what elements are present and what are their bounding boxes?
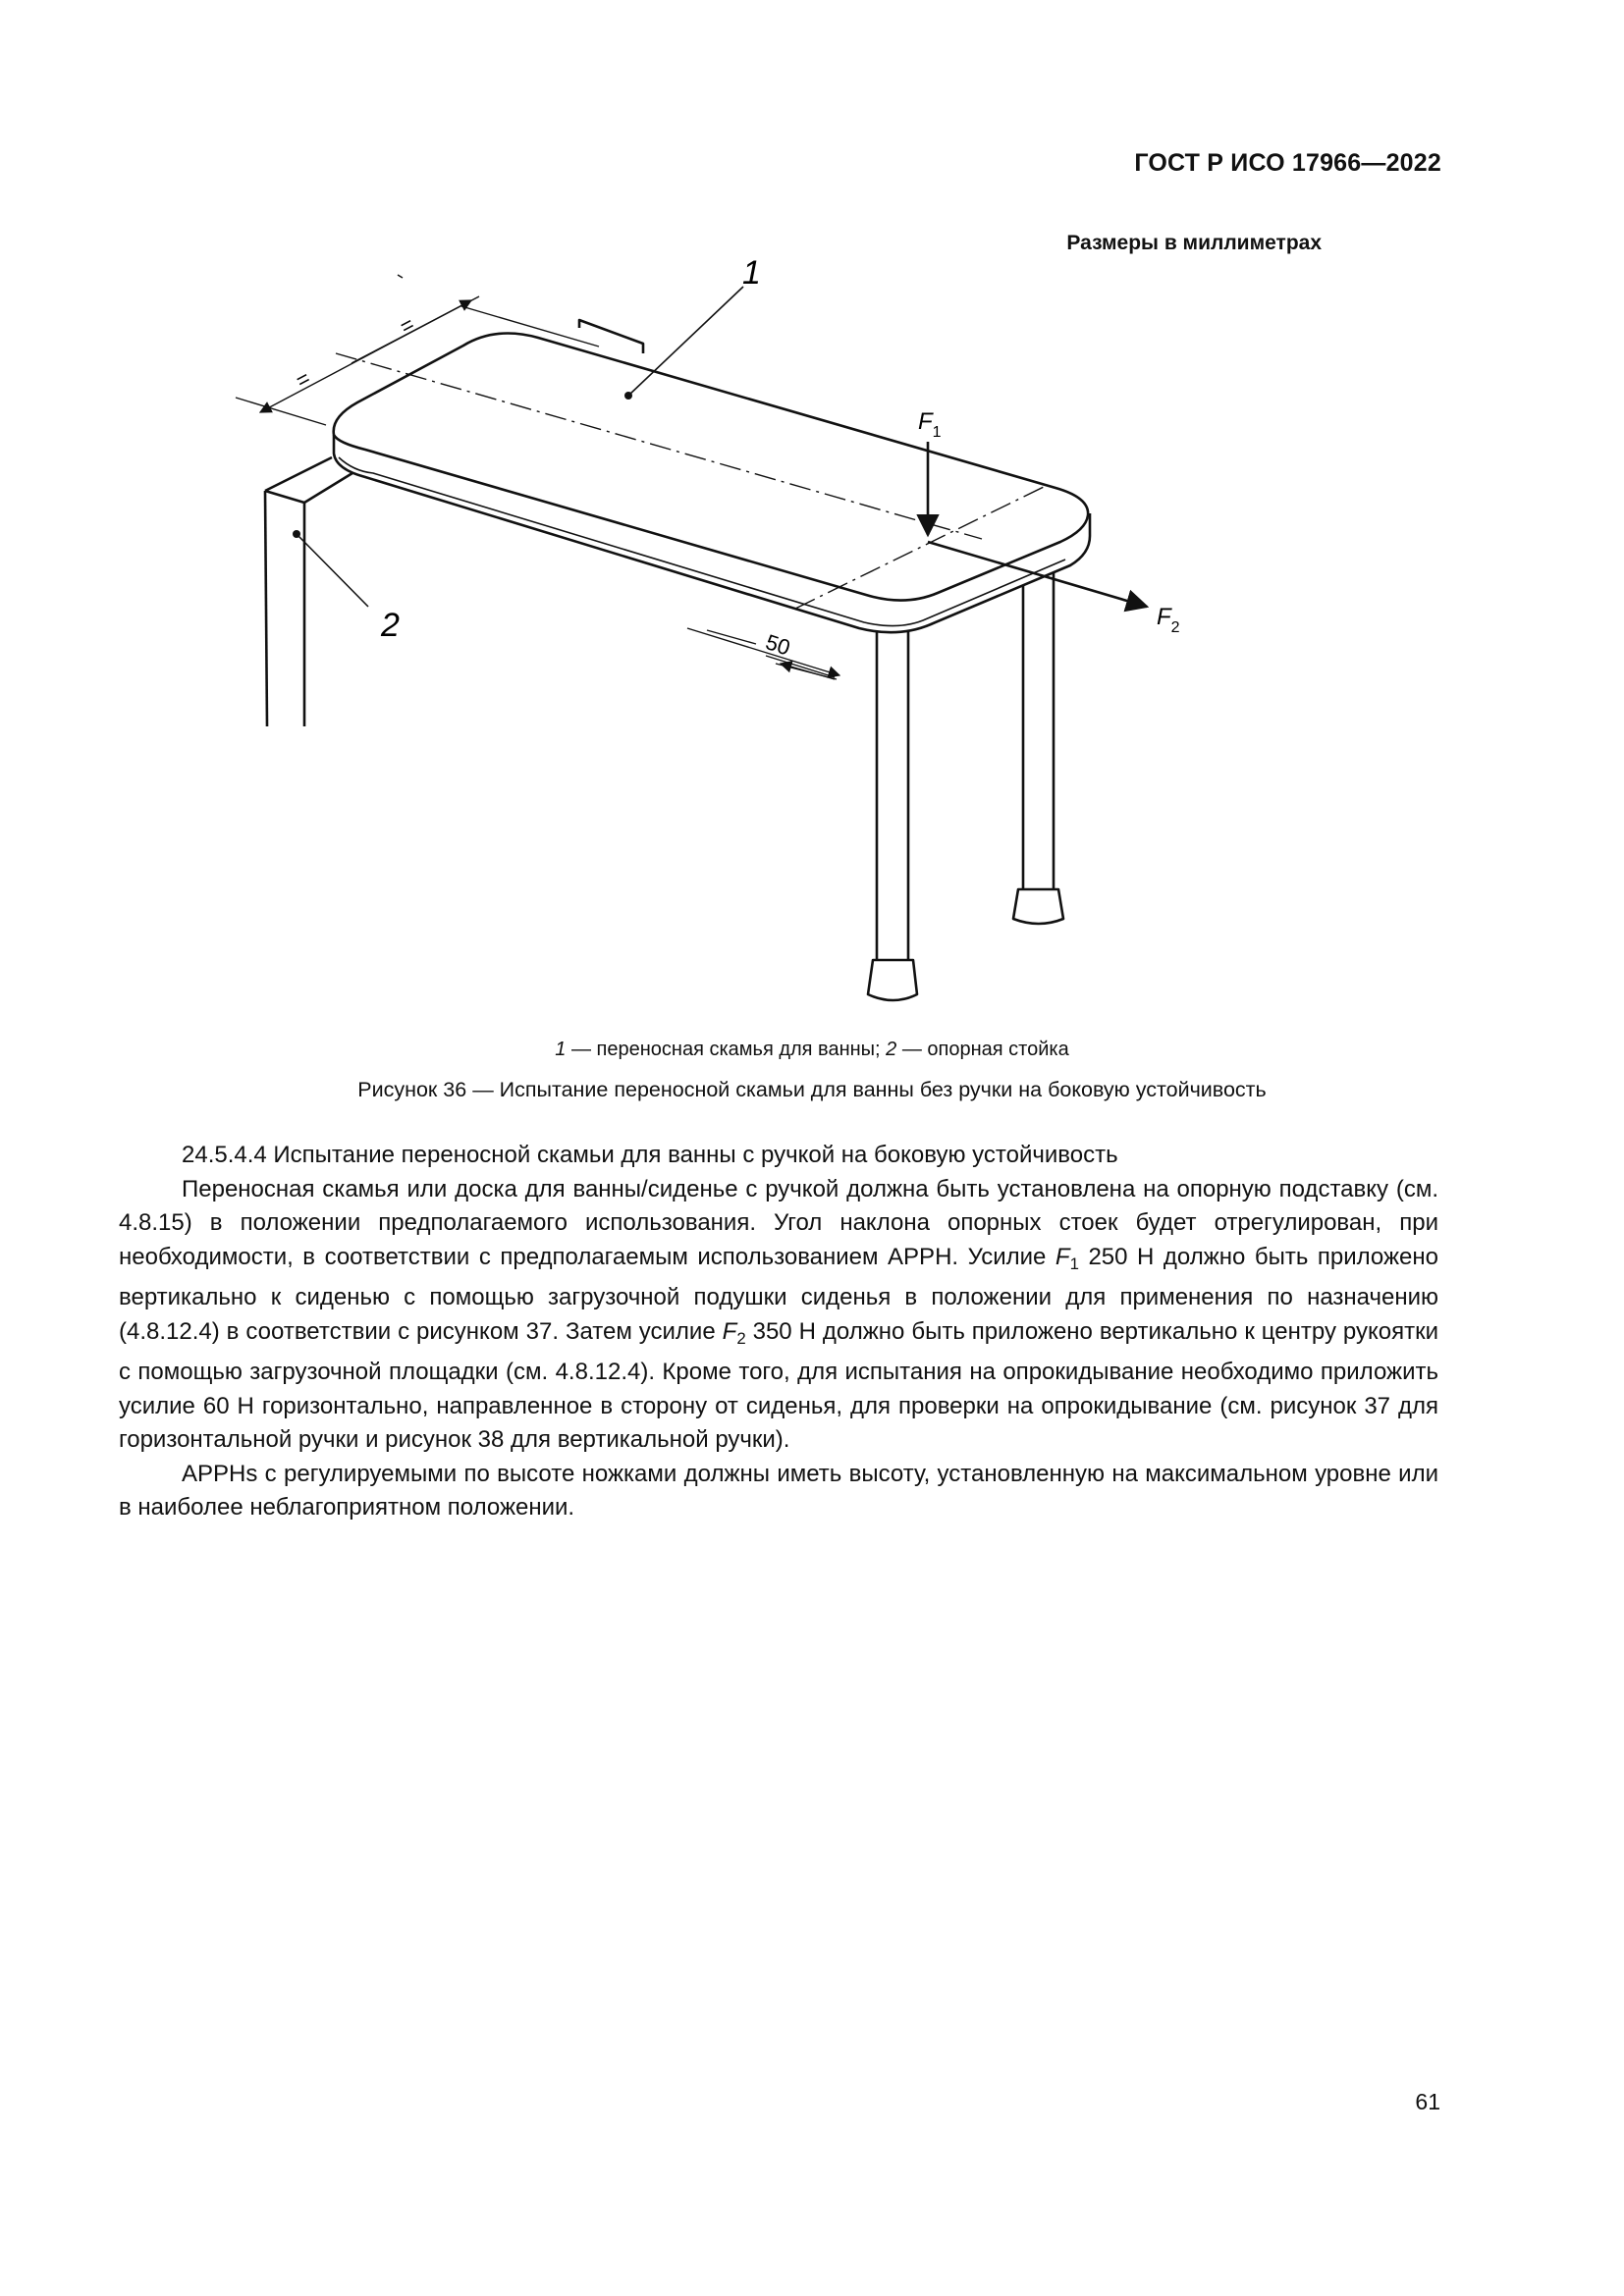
equal-mark-1: =	[291, 365, 315, 394]
dimension-50	[687, 628, 839, 679]
dimension-label: 50	[762, 629, 793, 661]
paragraph-procedure: Переносная скамья или доска для ванны/сиденье с ручкой должна быть установлена на опорную подставку (см. 4.8.15) в положении предполагаемого использования. Угол наклона опорных стоек будет отрегулирован, при необходимости, в соответствии с предполагаемым использованием APPH. Усилие $F_1$ 250 Н должно быть приложено вертикально к сиденью с помощью загрузочной подушки сиденья в положении для применения по назначению (4.8.12.4) в соответствии с рисунком 37. Затем усилие $F_2$ 350 Н должно быть приложено вертикально к центру рукоятки с помощью загрузочной площадки (см. 4.8.12.4). Кроме того, для испытания на опрокидывание необходимо приложить усилие 60 Н горизонтально, направленное в сторону от сиденья, для проверки на опрокидывание (см. рисунок 37 для горизонтальной ручки и рисунок 38 для вертикальной ручки).	[119, 1175, 1439, 1453]
paragraph-height: APPHs с регулируемыми по высоте ножками должны иметь высоту, установленную на максимальном уровне или в наиболее неблагоприятном положении.	[119, 1460, 1438, 1521]
f1-label: $F_1$	[918, 408, 942, 441]
callout-2: 2	[381, 607, 400, 644]
bench-drawing	[0, 0, 1624, 1041]
section-heading: 24.5.4.4 Испытание переносной скамьи для ванны с ручкой на боковую устойчивость	[182, 1142, 1118, 1168]
bench-seat	[334, 334, 1090, 633]
f2-label: $F_2$	[1157, 604, 1180, 636]
page-number: 61	[1415, 2089, 1440, 2114]
figure-caption: Рисунок 36 — Испытание переносной скамьи для ванны без ручки на боковую устойчивость	[357, 1078, 1267, 1101]
standard-code: ГОСТ Р ИСО 17966—2022	[1134, 149, 1441, 177]
figure-legend: 1 — переносная скамья для ванны; 2 — опорная стойка	[555, 1039, 1069, 1060]
callout-1: 1	[742, 254, 761, 292]
body-text	[119, 1139, 1438, 1525]
equal-mark-2: =	[395, 311, 419, 340]
dimensions-note: Размеры в миллиметрах	[1066, 232, 1322, 254]
